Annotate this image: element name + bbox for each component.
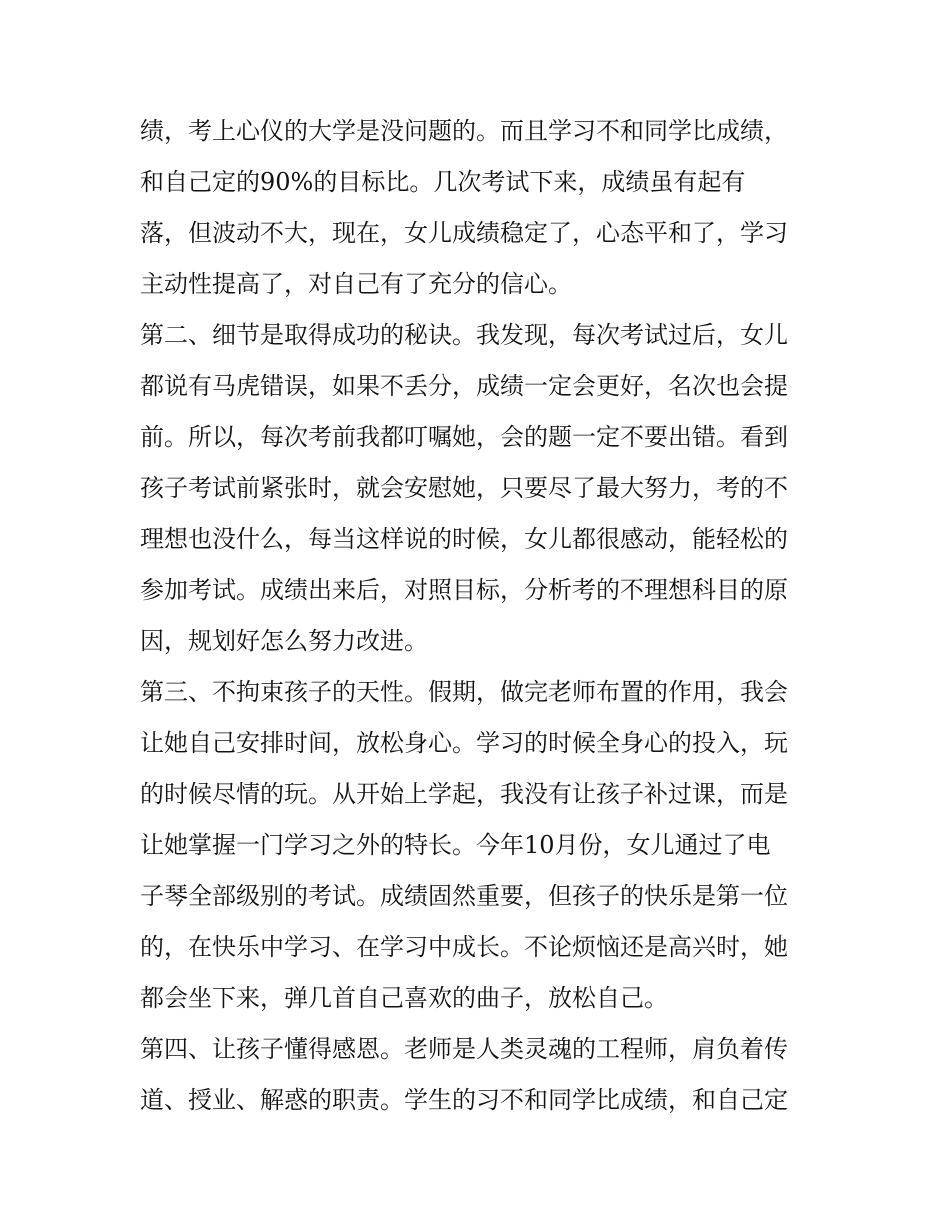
- text-line: 都会坐下来，弹几首自己喜欢的曲子，放松自己。: [140, 984, 668, 1012]
- text-line: 第四、让孩子懂得感恩。老师是人类灵魂的工程师，肩负着传: [140, 1035, 788, 1063]
- document-body: [140, 106, 820, 1126]
- text-line: 孩子考试前紧张时，就会安慰她，只要尽了最大努力，考的不: [140, 474, 788, 502]
- text-line: 前。所以，每次考前我都叮嘱她，会的题一定不要出错。看到: [140, 423, 788, 451]
- text-line: 因，规划好怎么努力改进。: [140, 627, 428, 655]
- text-line: 落，但波动不大，现在，女儿成绩稳定了，心态平和了，学习: [140, 219, 788, 247]
- text-line: 理想也没什么，每当这样说的时候，女儿都很感动，能轻松的: [140, 525, 788, 553]
- text-line: 子琴全部级别的考试。成绩固然重要，但孩子的快乐是第一位: [140, 882, 788, 910]
- text-line: 的，在快乐中学习、在学习中成长。不论烦恼还是高兴时，她: [140, 933, 788, 961]
- text-line: 第三、不拘束孩子的天性。假期，做完老师布置的作用，我会: [140, 678, 788, 706]
- text-line: 让她掌握一门学习之外的特长。今年10月份，女儿通过了电: [140, 831, 771, 859]
- text-line: 让她自己安排时间，放松身心。学习的时候全身心的投入，玩: [140, 729, 788, 757]
- text-line: 参加考试。成绩出来后，对照目标，分析考的不理想科目的原: [140, 576, 788, 604]
- text-line: 主动性提高了，对自己有了充分的信心。: [140, 270, 572, 298]
- text-line: 道、授业、解惑的职责。学生的习不和同学比成绩，和自己定: [140, 1086, 788, 1114]
- text-line: 第二、细节是取得成功的秘诀。我发现，每次考试过后，女儿: [140, 321, 788, 349]
- text-line: 都说有马虎错误，如果不丢分，成绩一定会更好，名次也会提: [140, 372, 788, 400]
- text-line: 绩，考上心仪的大学是没问题的。而且学习不和同学比成绩，: [140, 117, 788, 145]
- text-line: 和自己定的90%的目标比。几次考试下来，成绩虽有起有: [140, 168, 746, 196]
- text-line: 的时候尽情的玩。从开始上学起，我没有让孩子补过课，而是: [140, 780, 788, 808]
